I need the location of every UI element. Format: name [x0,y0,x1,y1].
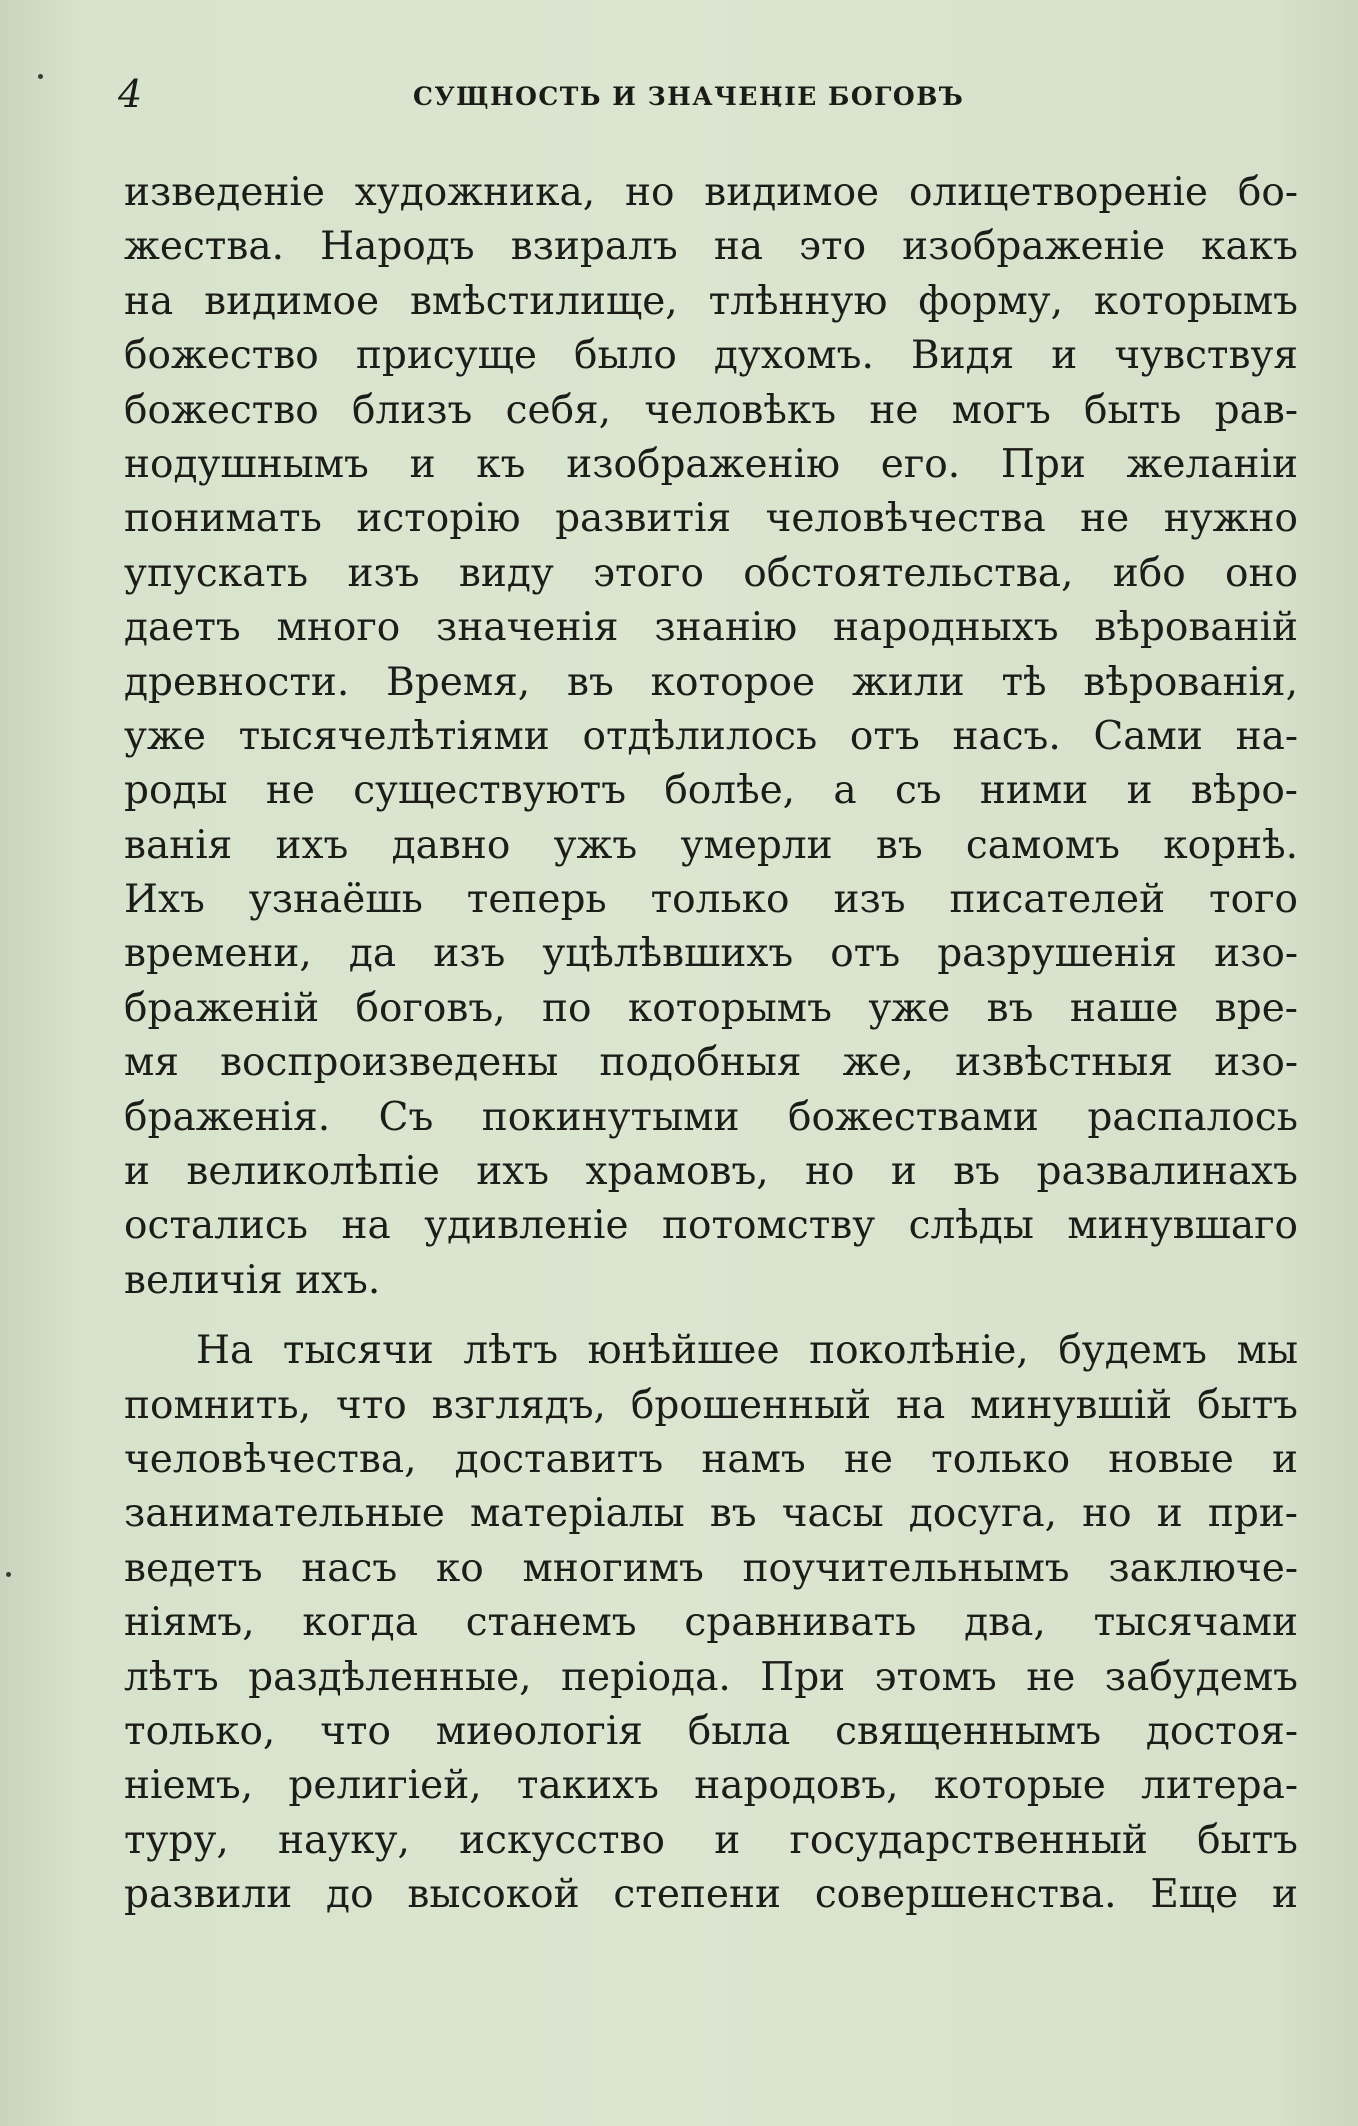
page-header [118,68,1288,128]
text-line: браженiй боговъ, по которымъ уже въ наше вре- [124,985,1298,1031]
text-line: лѣтъ раздѣленные, перiода. При этомъ не забудемъ [124,1654,1298,1700]
speck-mark [6,1572,11,1577]
paragraph-gap [124,1308,1298,1324]
text-line: времени, да изъ уцѣлѣвшихъ отъ разрушенiя изо- [124,931,1298,977]
text-line: мя воспроизведены подобныя же, извѣстныя изо- [124,1040,1298,1086]
text-line: уже тысячелѣтiями отдѣлилось отъ насъ. Сами на- [124,713,1298,759]
running-title: СУЩНОСТЬ И ЗНАЧЕНIЕ БОГОВЪ [413,82,965,111]
text-line: нiямъ, когда станемъ сравнивать два, тысячами [124,1600,1298,1646]
text-line: роды не существуютъ болѣе, а съ ними и вѣро- [124,768,1298,814]
paragraph [124,1324,1298,1922]
text-line: ванiя ихъ давно ужъ умерли въ самомъ корнѣ. [124,822,1298,868]
text-line: туру, науку, искусство и государственный бытъ [124,1817,1298,1863]
text-line: только, что миѳологiя была священнымъ достоя- [124,1708,1298,1754]
text-line: упускать изъ виду этого обстоятельства, ибо оно [124,550,1298,596]
text-line: занимательные матерiалы въ часы досуга, но и при- [124,1491,1298,1537]
text-line: ведетъ насъ ко многимъ поучительнымъ заключе- [124,1545,1298,1591]
text-line: нiемъ, религiей, такихъ народовъ, которые литера- [124,1763,1298,1809]
text-line: божество близъ себя, человѣкъ не могъ быть рав- [124,387,1298,433]
text-line: на видимое вмѣстилище, тлѣнную форму, которымъ [124,278,1298,324]
text-line: изведенiе художника, но видимое олицетворенiе бо- [124,170,1298,215]
text-line: браженiя. Съ покинутыми божествами распалось [124,1094,1298,1140]
text-line: величiя ихъ. [124,1257,381,1303]
text-line: человѣчества, доставитъ намъ не только новые и [124,1436,1298,1482]
text-line: На тысячи лѣтъ юнѣйшее поколѣнiе, будемъ мы [196,1328,1298,1374]
text-line: божество присуще было духомъ. Видя и чувствуя [124,333,1298,379]
text-line: даетъ много значенiя знанiю народныхъ вѣрованiй [124,605,1298,651]
paragraph [124,166,1298,1308]
text-line: понимать исторiю развитiя человѣчества не нужно [124,496,1298,542]
text-line: нодушнымъ и къ изображенiю его. При желанiи [124,441,1298,487]
body-text [124,166,1298,1923]
page-number: 4 [118,72,143,116]
text-line: развили до высокой степени совершенства. Еще и [124,1872,1298,1918]
speck-mark [38,74,43,79]
text-line: древности. Время, въ которое жили тѣ вѣрованiя, [124,659,1298,705]
text-line: остались на удивленiе потомству слѣды минувшаго [124,1203,1298,1249]
text-line: жества. Народъ взиралъ на это изображенiе какъ [124,224,1298,270]
text-line: Ихъ узнаёшь теперь только изъ писателей того [124,877,1298,923]
text-line: помнить, что взглядъ, брошенный на минувшiй бытъ [124,1382,1298,1428]
text-line: и великолѣпiе ихъ храмовъ, но и въ развалинахъ [124,1149,1298,1195]
